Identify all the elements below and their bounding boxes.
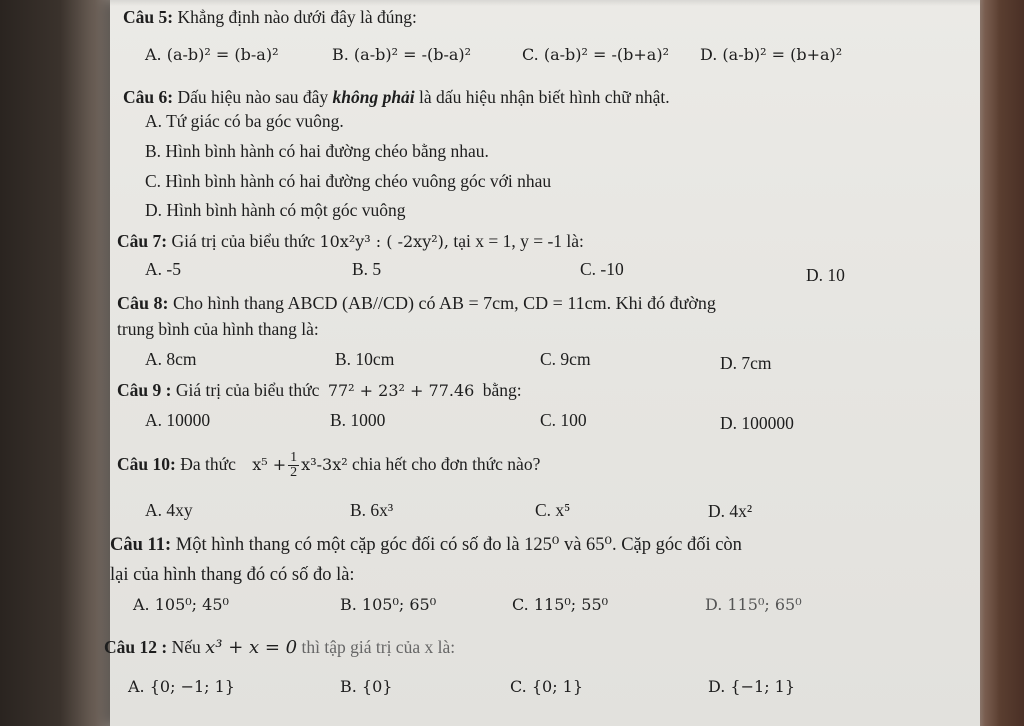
- question-7-option-c: C. -10: [580, 259, 624, 279]
- question-12-option-b: B. {0}: [340, 677, 393, 696]
- question-7-stem: [117, 230, 584, 253]
- question-11-title: Câu 11:: [110, 535, 172, 555]
- question-12-expression: x³ + x = 0: [205, 637, 298, 658]
- question-7-title: Câu 7:: [117, 231, 168, 251]
- question-7-option-a: A. -5: [145, 259, 181, 279]
- question-12-text-post: thì tập giá trị của x là:: [301, 637, 456, 657]
- question-11-option-a: A. 105⁰; 45⁰: [133, 595, 229, 614]
- question-10-fraction: [288, 451, 299, 480]
- question-5-option-c: C. (a-b)² = -(b+a)²: [522, 45, 669, 64]
- question-12-option-c: C. {0; 1}: [510, 677, 584, 696]
- question-10-option-a: A. 4xy: [145, 500, 193, 520]
- question-8-text-2: trung bình của hình thang là:: [117, 319, 319, 339]
- question-9-option-d: D. 100000: [720, 413, 794, 433]
- question-10-expression-a: x⁵ +: [252, 455, 287, 474]
- question-6-option-c: C. Hình bình hành có hai đường chéo vuông góc với nhau: [145, 171, 552, 191]
- question-9-text-post: bằng:: [482, 380, 522, 400]
- question-6-option-a: A. Tứ giác có ba góc vuông.: [145, 111, 344, 131]
- question-6-text-post: là dấu hiệu nhận biết hình chữ nhật.: [419, 87, 670, 107]
- question-6-text-pre: Dấu hiệu nào sau đây: [177, 87, 329, 107]
- question-7-option-b: B. 5: [352, 259, 382, 279]
- question-8-option-b: B. 10cm: [335, 349, 395, 369]
- question-5-option-b: B. (a-b)² = -(b-a)²: [332, 45, 472, 64]
- question-10-text-pre: Đa thức: [180, 454, 236, 474]
- question-9-option-a: A. 10000: [145, 410, 211, 430]
- question-6-emphasis: không phải: [332, 87, 415, 107]
- question-9-option-c: C. 100: [540, 410, 587, 430]
- question-9-text-pre: Giá trị của biểu thức: [175, 380, 320, 400]
- question-5-option-d: D. (a-b)² = (b+a)²: [700, 45, 843, 64]
- question-8-title: Câu 8:: [117, 293, 169, 313]
- question-8-option-d: D. 7cm: [720, 353, 772, 373]
- fraction-denominator: 2: [290, 465, 298, 481]
- question-12-option-a: A. {0; −1; 1}: [128, 677, 235, 696]
- question-9-title: Câu 9 :: [117, 380, 172, 400]
- question-6-option-d: D. Hình bình hành có một góc vuông: [145, 200, 406, 220]
- question-6-stem: [123, 86, 670, 108]
- question-5-stem: [123, 6, 417, 28]
- question-7-text-post: tại x = 1, y = -1 là:: [453, 231, 584, 251]
- question-10-text-post: chia hết cho đơn thức nào?: [352, 454, 541, 474]
- question-12-text-pre: Nếu: [171, 637, 201, 657]
- question-11-option-b: B. 105⁰; 65⁰: [340, 595, 437, 614]
- question-12-stem: [104, 636, 455, 659]
- question-10-title: Câu 10:: [117, 454, 176, 474]
- question-7-option-d: D. 10: [806, 265, 845, 285]
- question-6-title: Câu 6:: [123, 87, 174, 107]
- question-5-title: Câu 5:: [123, 7, 174, 27]
- question-9-stem: [117, 379, 522, 402]
- question-9-option-b: B. 1000: [330, 410, 386, 430]
- question-10-option-d: D. 4x²: [708, 501, 753, 521]
- question-8-stem: [117, 292, 716, 314]
- question-10-stem: [117, 444, 540, 484]
- question-12-option-d: D. {−1; 1}: [708, 677, 796, 696]
- question-10-expression-b: x³-3x²: [301, 455, 348, 474]
- question-7-expression: 10x²y³ : ( -2xy²),: [319, 232, 449, 251]
- question-5-option-a: A. (a-b)² = (b-a)²: [145, 45, 279, 64]
- question-8-option-c: C. 9cm: [540, 349, 591, 369]
- question-10-option-b: B. 6x³: [350, 500, 394, 520]
- question-8-option-a: A. 8cm: [145, 349, 197, 369]
- question-11-text-2: lại của hình thang đó có số đo là:: [110, 565, 355, 585]
- fraction-numerator: 1: [290, 450, 298, 466]
- question-7-text-pre: Giá trị của biểu thức: [171, 231, 316, 251]
- question-10-option-c: C. x⁵: [535, 500, 571, 520]
- question-8-text-1: Cho hình thang ABCD (AB//CD) có AB = 7cm, CD = 11cm. Khi đó đường: [173, 293, 716, 313]
- question-12-title: Câu 12 :: [104, 637, 168, 657]
- question-11-stem: [110, 534, 742, 556]
- question-11-text-1: Một hình thang có một cặp góc đối có số đo là 125⁰ và 65⁰. Cặp góc đối còn: [175, 535, 742, 555]
- question-11-option-d: D. 115⁰; 65⁰: [705, 595, 802, 614]
- question-9-expression: 77² + 23² + 77.46: [327, 381, 475, 400]
- question-6-option-b: B. Hình bình hành có hai đường chéo bằng nhau.: [145, 141, 489, 161]
- question-11-option-c: C. 115⁰; 55⁰: [512, 595, 609, 614]
- question-5-text: Khẳng định nào dưới đây là đúng:: [177, 7, 417, 27]
